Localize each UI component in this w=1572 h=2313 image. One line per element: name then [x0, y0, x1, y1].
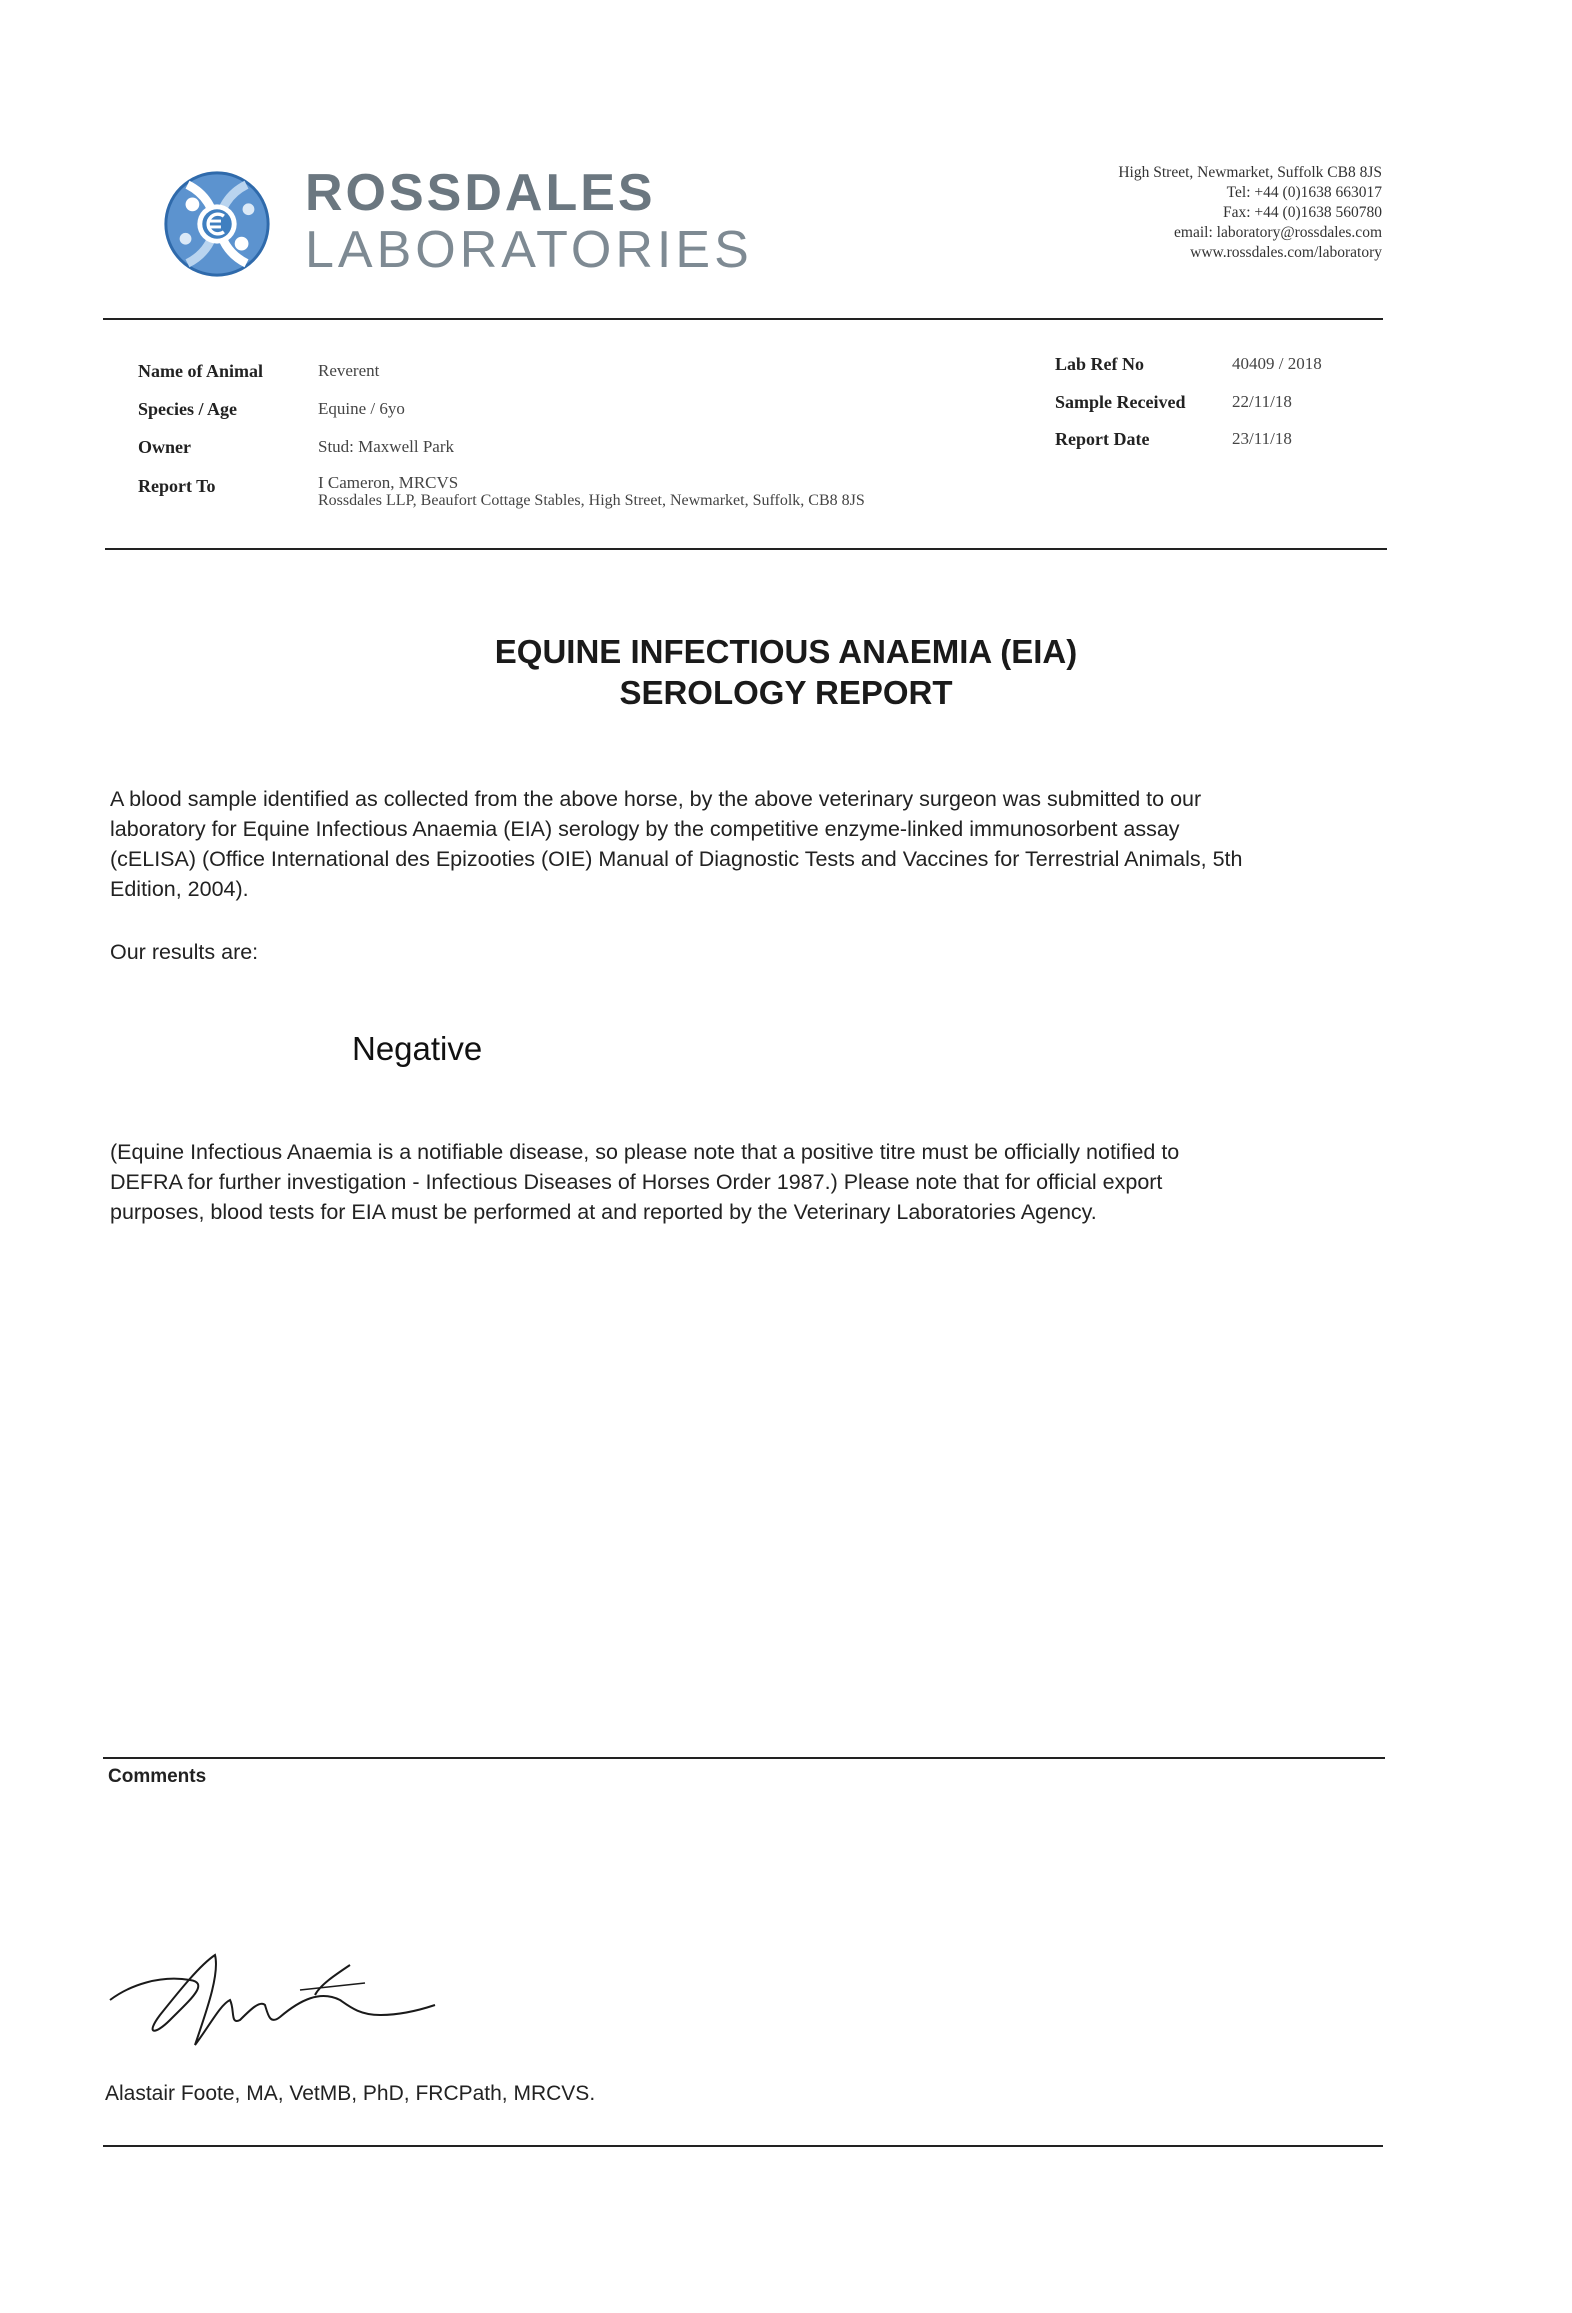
- details-divider: [105, 548, 1387, 550]
- results-intro: Our results are:: [110, 940, 259, 964]
- comments-label: Comments: [108, 1766, 207, 1787]
- address-line: Tel: +44 (0)1638 663017: [1226, 184, 1382, 201]
- notice-line: (Equine Infectious Anaemia is a notifiable disease, so please note that a positive titre must be officially notified to: [110, 1140, 1180, 1164]
- comments-divider: [103, 1757, 1385, 1759]
- intro-line: Edition, 2004).: [110, 877, 249, 901]
- intro-line: A blood sample identified as collected from the above horse, by the above veterinary surgeon was submitted to our: [110, 787, 1202, 811]
- notice-line: DEFRA for further investigation - Infectious Diseases of Horses Order 1987.) Please note that for official export: [110, 1170, 1163, 1194]
- notice-line: purposes, blood tests for EIA must be performed at and reported by the Veterinary Laboratories Agency.: [110, 1200, 1097, 1224]
- lab-ref-label: Lab Ref No: [1055, 354, 1144, 374]
- report-date-label: Report Date: [1055, 429, 1150, 449]
- intro-line: (cELISA) (Office International des Epizooties (OIE) Manual of Diagnostic Tests and Vaccines for Terrestrial Animals, 5th: [110, 847, 1243, 871]
- report-subtitle: SEROLOGY REPORT: [619, 674, 953, 711]
- sample-received-label: Sample Received: [1055, 392, 1186, 412]
- intro-paragraph: [110, 784, 1410, 904]
- rossdales-logo-icon: [158, 165, 276, 283]
- lab-address: [1118, 163, 1382, 263]
- report-to-address: Rossdales LLP, Beaufort Cottage Stables, High Street, Newmarket, Suffolk, CB8 8JS: [318, 492, 865, 509]
- notice-paragraph: [110, 1137, 1410, 1227]
- species-age-label: Species / Age: [138, 399, 237, 419]
- species-age-value: Equine / 6yo: [318, 399, 405, 418]
- address-line: Fax: +44 (0)1638 560780: [1223, 204, 1382, 221]
- footer-divider: [103, 2145, 1383, 2147]
- address-line: www.rossdales.com/laboratory: [1190, 244, 1382, 261]
- report-title: EQUINE INFECTIOUS ANAEMIA (EIA): [494, 633, 1078, 670]
- owner-value: Stud: Maxwell Park: [318, 437, 454, 456]
- address-line: email: laboratory@rossdales.com: [1174, 224, 1382, 241]
- lab-ref-value: 40409 / 2018: [1232, 354, 1322, 373]
- name-of-animal-label: Name of Animal: [138, 361, 263, 381]
- report-to-name: I Cameron, MRCVS: [318, 473, 459, 492]
- signatory-name: Alastair Foote, MA, VetMB, PhD, FRCPath, MRCVS.: [105, 2082, 596, 2105]
- brand-name: ROSSDALES: [305, 164, 656, 222]
- sample-received-value: 22/11/18: [1232, 392, 1292, 411]
- signature-icon: [100, 1945, 450, 2055]
- report-date-value: 23/11/18: [1232, 429, 1292, 448]
- name-of-animal-value: Reverent: [318, 361, 380, 380]
- address-line: High Street, Newmarket, Suffolk CB8 8JS: [1118, 164, 1382, 181]
- brand-subtitle: LABORATORIES: [305, 221, 753, 279]
- header-divider: [103, 318, 1383, 320]
- intro-line: laboratory for Equine Infectious Anaemia (EIA) serology by the competitive enzyme-linked immunosorbent assay: [110, 817, 1180, 841]
- owner-label: Owner: [138, 437, 191, 457]
- report-to-label: Report To: [138, 476, 216, 496]
- test-result: Negative: [352, 1030, 483, 1067]
